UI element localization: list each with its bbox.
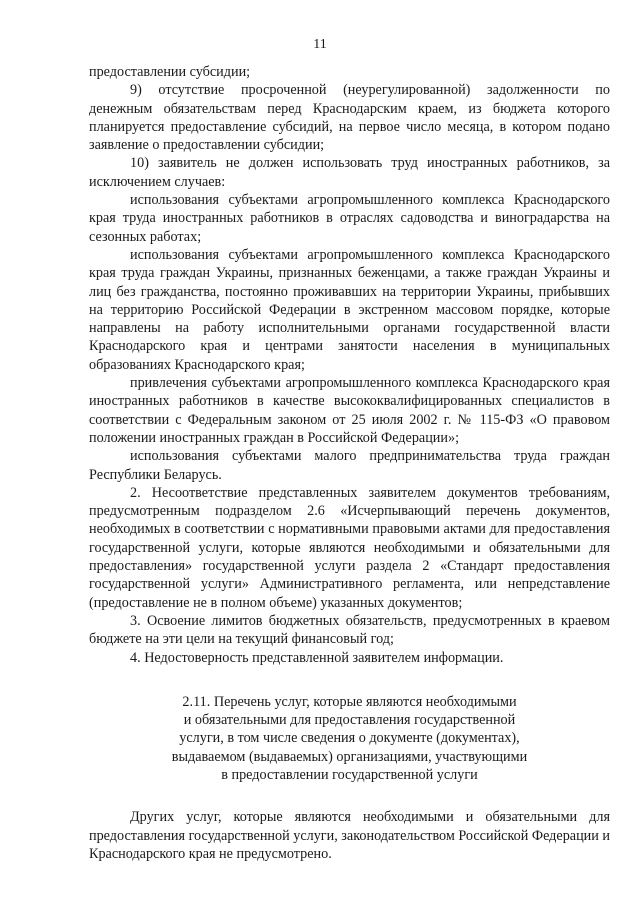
paragraph-subsidy-end: предоставлении субсидии; (89, 64, 251, 80)
heading-line: выдаваемом (выдаваемых) организациями, участвующими (171, 748, 528, 765)
heading-line: 2.11. Перечень услуг, которые являются необходимыми (182, 693, 517, 710)
paragraph-closing: Других услуг, которые являются необходимыми и обязательными для предоставления государственной услуги, законодательством Российской Федерации и Краснодарского края не предусмотрено. (89, 809, 610, 862)
paragraph-reason-2: 2. Несоответствие представленных заявителем документов требованиям, предусмотренным подразделом 2.6 «Исчерпывающий перечень документов, необходимых в соответствии с нормативными правовыми актами для предоставления государственной услуги, которые являются необходимыми и обязательными для предоставления» государственной услуги раздела 2 «Стандарт предоставления государственной услуги» Административного регламента, или непредставление (предоставление не в полном объеме) указанных документов; (89, 484, 610, 611)
document-body (89, 63, 610, 863)
paragraph-item-10: 10) заявитель не должен использовать труд иностранных работников, за исключением случаев: (89, 155, 610, 190)
paragraph-exception-belarus: использования субъектами малого предпринимательства труда граждан Республики Беларусь. (89, 448, 610, 483)
heading-line: услуги, в том числе сведения о документе (документах), (179, 730, 520, 747)
section-heading-2-11 (89, 693, 610, 784)
paragraph-exception-ukraine: использования субъектами агропромышленного комплекса Краснодарского края труда граждан Украины, признанных беженцами, а также граждан Украины и лиц без гражданства, постоянно проживавших на территории Украины, прибывших на территорию Российской Федерации в экстренном массовом порядке, которые направлены на работу исполнительными органами государственной власти Краснодарского края и центрами занятости населения в муниципальных образованиях Краснодарского края; (89, 246, 610, 373)
paragraph-reason-3: 3. Освоение лимитов бюджетных обязательств, предусмотренных в краевом бюджете на эти цели на текущий финансовый год; (89, 612, 610, 648)
heading-line: и обязательными для предоставления государственной (183, 712, 516, 729)
heading-line: в предоставлении государственной услуги (221, 766, 478, 783)
page-number: 11 (313, 37, 327, 52)
paragraph-item-9: 9) отсутствие просроченной (неурегулированной) задолженности по денежным обязательствам перед Краснодарским краем, из бюджета которого планируется предоставление субсидий, на первое число месяца, в котором подано заявление о предоставлении субсидии; (89, 82, 610, 154)
paragraph-exception-specialists: привлечения субъектами агропромышленного комплекса Краснодарского края иностранных работников в качестве высококвалифицированных специалистов в соответствии с Федеральным законом от 25 июля 2002 г. № 115-ФЗ «О правовом положении иностранных граждан в Российской Федерации»; (89, 375, 610, 446)
paragraph-reason-4: 4. Недостоверность представленной заявителем информации. (130, 649, 504, 666)
paragraph-exception-seasonal: использования субъектами агропромышленного комплекса Краснодарского края труда иностранных работников в отраслях садоводства и виноградарства на сезонных работах; (89, 192, 610, 245)
